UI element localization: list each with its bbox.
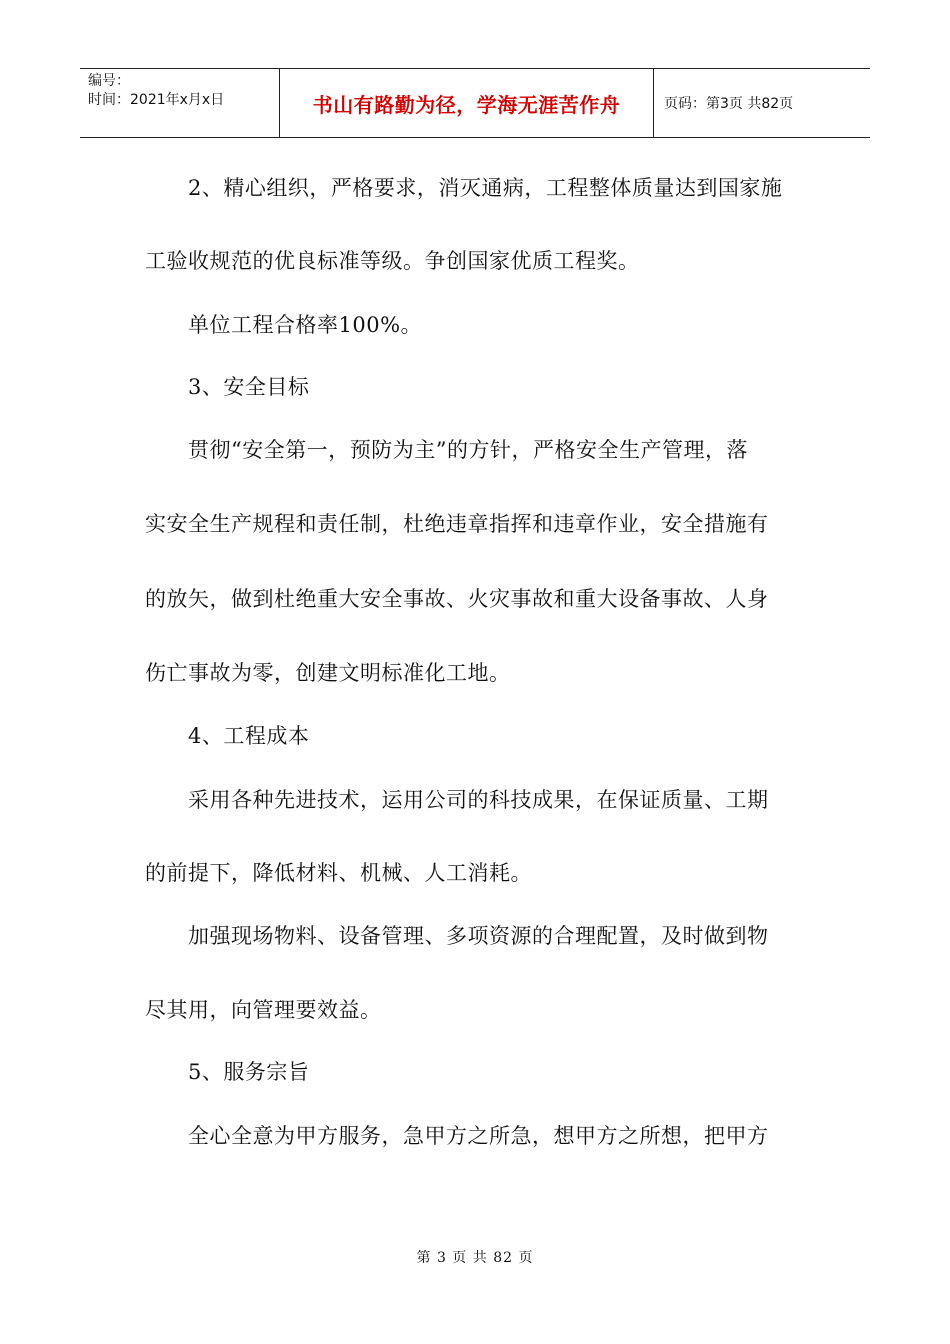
body-line: 采用各种先进技术，运用公司的科技成果，在保证质量、工期 [188,788,769,812]
time-line: 时间：2021年x月x日 [88,92,225,108]
serial-label: 编号： [88,73,130,89]
header-page-info: 页码：第3页 共82页 [664,96,794,112]
page-footer: 第 3 页 共 82 页 [416,1250,534,1266]
header-motto: 书山有路勤为径，学海无涯苦作舟 [280,69,654,137]
body-line: 单位工程合格率100%。 [188,313,423,337]
body-line: 的放矢，做到杜绝重大安全事故、火灾事故和重大设备事故、人身 [145,587,769,611]
section-heading: 5、服务宗旨 [188,1060,310,1084]
page-header [80,68,870,138]
body-line: 工验收规范的优良标准等级。争创国家优质工程奖。 [145,249,640,273]
header-meta [80,69,280,137]
section-heading: 3、安全目标 [188,375,310,399]
body-line: 贯彻“安全第一，预防为主”的方针，严格安全生产管理，落 [188,438,748,462]
body-line: 伤亡事故为零，创建文明标准化工地。 [145,661,511,685]
body-line: 实安全生产规程和责任制，杜绝违章指挥和违章作业，安全措施有 [145,512,769,536]
section-heading: 4、工程成本 [188,724,310,748]
body-line: 2、精心组织，严格要求，消灭通病，工程整体质量达到国家施 [188,176,783,200]
body-line: 的前提下，降低材料、机械、人工消耗。 [145,861,532,885]
body-line: 加强现场物料、设备管理、多项资源的合理配置，及时做到物 [188,924,769,948]
body-line: 尽其用，向管理要效益。 [145,998,382,1022]
body-line: 全心全意为甲方服务，急甲方之所急，想甲方之所想，把甲方 [188,1124,769,1148]
